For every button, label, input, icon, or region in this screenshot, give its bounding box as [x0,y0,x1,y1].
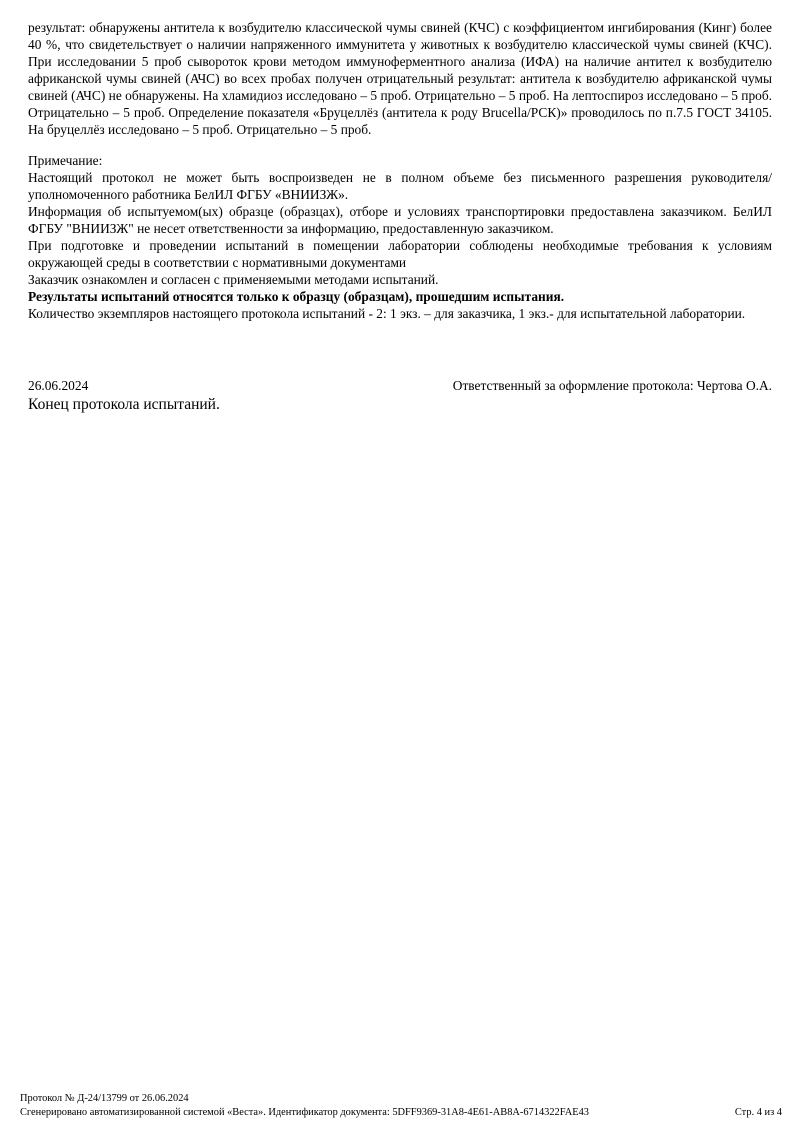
footer-generated-row [20,1106,782,1120]
note-methods-acknowledged: Заказчик ознакомлен и согласен с применяемыми методами испытаний. [28,272,439,287]
notes-heading: Примечание: [28,153,103,168]
footer-protocol-number: Протокол № Д-24/13799 от 26.06.2024 [20,1093,189,1104]
protocol-date: 26.06.2024 [28,378,89,393]
note-reproduction: Настоящий протокол не может быть воспроизведен не в полном объеме без письменного разрешения руководителя/уполномоченного работника БелИЛ ФГБУ «ВНИИЗЖ». [28,170,772,202]
footer-generated-by: Сгенерировано автоматизированной системой «Веста». Идентификатор документа: 5DFF9369-31A8-4E61-AB8A-6714322FAE43 [20,1107,589,1118]
note-results-scope: Результаты испытаний относятся только к образцу (образцам), прошедшим испытания. [28,289,565,304]
note-lab-conditions: При подготовке и проведении испытаний в помещении лаборатории соблюдены необходимые требования к условиям окружающей среды в соответствии с нормативными документами [28,238,772,270]
test-results-paragraph: результат: обнаружены антитела к возбудителю классической чумы свиней (КЧС) с коэффициентом ингибирования (Кинг) более 40 %, что свидетельствует о наличии напряженного иммунитета у животных к возбудителю классической чумы свиней (КЧС). При исследовании 5 проб сывороток крови методом иммуноферментного анализа (ИФА) на наличие антител к возбудителю африканской чумы свиней (АЧС) во всех пробах получен отрицательный результат: антитела к возбудителю африканской чумы свиней (АЧС) не обнаружены. На хламидиоз исследовано – 5 проб. Отрицательно – 5 проб. На лептоспироз исследовано – 5 проб. Отрицательно – 5 проб. Определение показателя «Бруцеллёз (антитела к роду Brucella/РСК)» проводилось по п.7.5 ГОСТ 34105. На бруцеллёз исследовано – 5 проб. Отрицательно – 5 проб. [28,20,772,137]
paragraph-spacer [28,138,772,152]
note-copies: Количество экземпляров настоящего протокола испытаний - 2: 1 экз. – для заказчика, 1 экз.- для испытательной лаборатории. [28,306,746,321]
note-info-provided: Информация об испытуемом(ых) образце (образцах), отборе и условиях транспортировки предоставлена заказчиком. БелИЛ ФГБУ "ВНИИЗЖ" не несет ответственности за информацию, предоставленную заказчиком. [28,204,772,236]
responsible-person: Ответственный за оформление протокола: Чертова О.А. [452,378,772,393]
end-of-protocol: Конец протокола испытаний. [28,396,220,413]
page-footer [20,1092,782,1120]
protocol-body [28,19,772,322]
page-number: Стр. 4 из 4 [734,1107,782,1118]
